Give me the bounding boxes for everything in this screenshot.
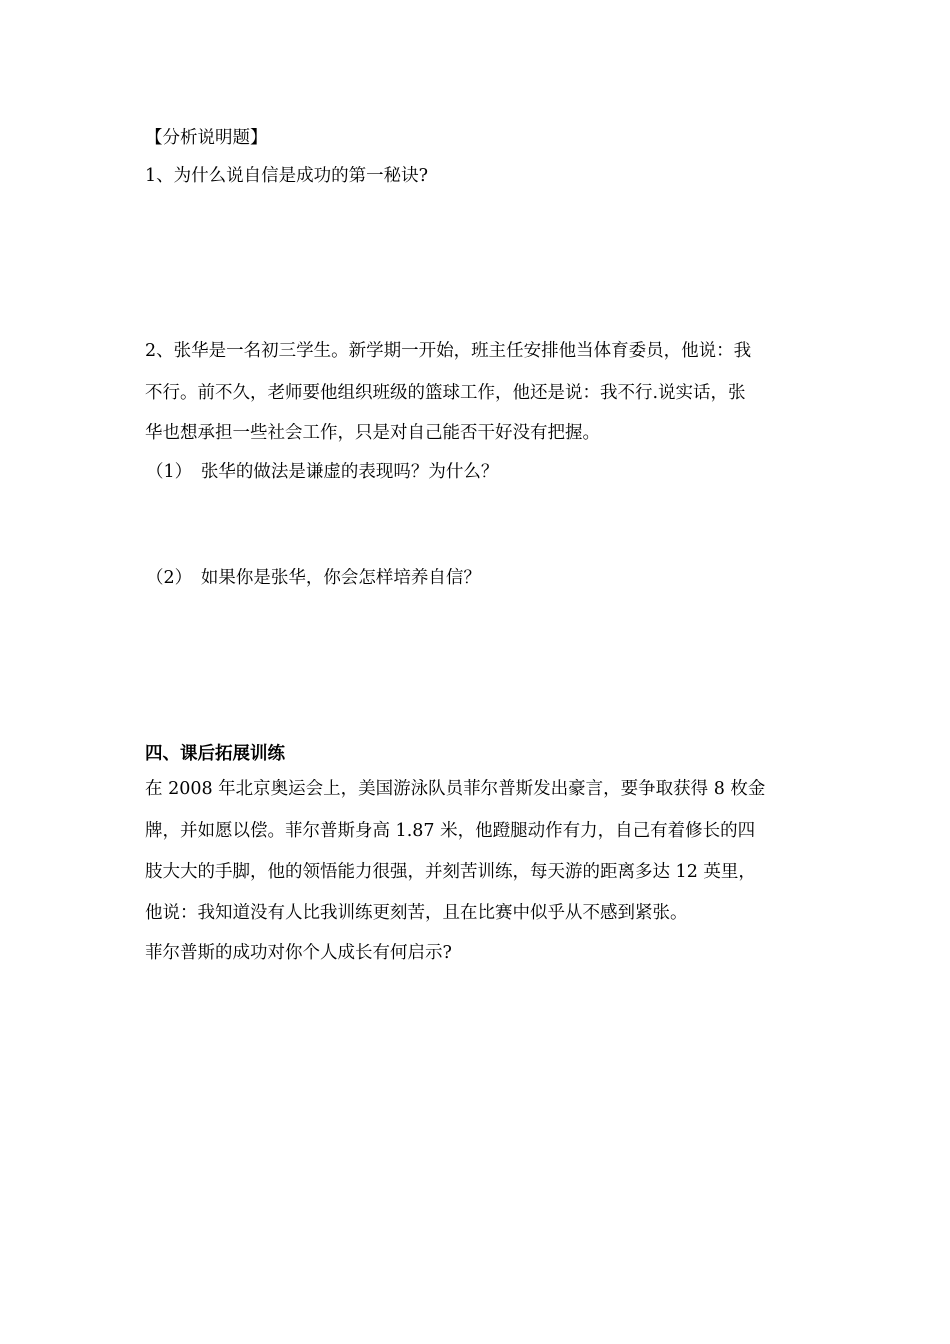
passage-line-4: 他说：我知道没有人比我训练更刻苦，且在比赛中似乎从不感到紧张。 (145, 903, 688, 923)
passage-line-2: 牌，并如愿以偿。菲尔普斯身高 1.87 米，他蹬腿动作有力，自己有着修长的四 (145, 821, 756, 841)
question-1: 1、为什么说自信是成功的第一秘诀? (145, 166, 429, 186)
question-2-line-1: 2、张华是一名初三学生。新学期一开始，班主任安排他当体育委员，他说：我 (145, 341, 752, 361)
passage-line-3: 肢大大的手脚，他的领悟能力很强，并刻苦训练，每天游的距离多达 12 英里， (145, 862, 756, 882)
analysis-heading: 【分析说明题】 (145, 128, 268, 148)
question-2-line-3: 华也想承担一些社会工作，只是对自己能否干好没有把握。 (145, 423, 600, 443)
extension-heading: 四、课后拓展训练 (145, 744, 285, 764)
extension-question: 菲尔普斯的成功对你个人成长有何启示? (145, 943, 452, 963)
question-2-sub-1: （1） 张华的做法是谦虚的表现吗？为什么？ (146, 462, 499, 482)
question-2-sub-2: （2） 如果你是张华，你会怎样培养自信？ (146, 568, 481, 588)
question-2-line-2: 不行。前不久，老师要他组织班级的篮球工作，他还是说：我不行.说实话，张 (145, 383, 746, 403)
passage-line-1: 在 2008 年北京奥运会上，美国游泳队员菲尔普斯发出豪言，要争取获得 8 枚金 (145, 779, 766, 799)
